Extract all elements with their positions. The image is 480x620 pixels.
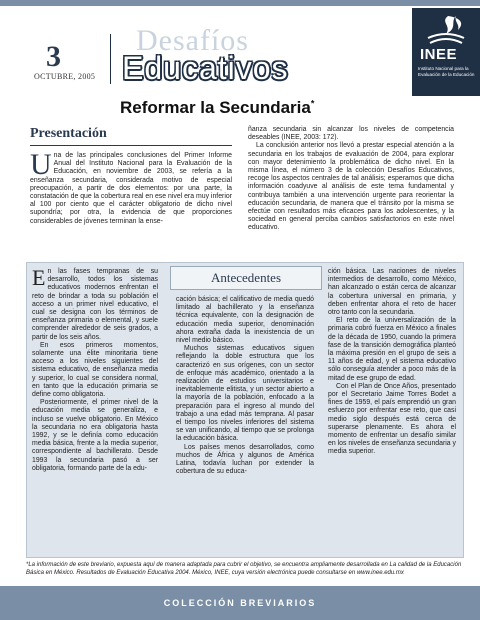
title-mark: * [310,98,315,109]
antecedentes-col1 [32,265,158,473]
issue-number: 3 [46,40,61,73]
antecedentes-col1-p3: Posteriormente, el primer nivel de la educación media se generaliza, e incluso se vuelve obligatorio. En México la secundaria no era obligatoria hasta 1992, y se le definía como educación media básica, frente a la media superior, correspondiente al bachillerato. Desde 1993 la secundaria pasó a ser obligatoria, formando parte de la edu- [32,399,158,472]
presentacion-heading: Presentación [30,126,107,141]
antecedentes-col1-p1: n las fases tempranas de su desarrollo, todos los sistemas educativos modernos enfrentan el reto de brindar a toda su población el acceso a un primer nivel educativo, el cual se designa con los términos de enseñanza primaria o elemental, y suele comprender alrededor de seis grados, a partir de los seis años. [32,268,158,341]
presentacion-col2 [248,126,454,233]
logo-subtitle: Instituto Nacional para la Evaluación de la Educación [418,66,475,77]
header-divider [110,34,111,84]
top-bar [0,0,480,6]
presentacion-col1 [30,148,232,226]
footer-bar [0,586,480,620]
antecedentes-col2-p2: Muchos sistemas educativos siguen reflejando la doble estructura que los caracterizó en sus orígenes, con un sector de enfoque más académico, orientado a la realización de estudios universitarios e inevitablemente elitista, y un sector abierto a la mayoría de la población, enfocado a la preparación para el ingreso al mundo del trabajo a una edad más temprana. Al pasar el tiempo los niveles inferiores del sistema se van unificando, al tiempo que se prolonga la educación básica. [176,345,314,443]
presentacion-p1: na de las principales conclusiones del Primer Informe Anual del Instituto Nacional para la Evaluación de la Educación, en noviembre de 2003, se refería a la enseñanza secundaria, considerada motivo de especial preocupación, a partir de dos elementos: por una parte, la constatación de que la cobertura real en ese nivel era muy inferior al 100 por ciento que el carácter obligatorio de dicho nivel supondría; por otra, la evidencia de que proporciones considerables de jóvenes terminan la ense- [30,152,232,225]
issue-date: OCTUBRE, 2005 [34,72,96,81]
antecedentes-col1-p2: En esos primeros momentos, solamente una élite minoritaria tiene acceso a los niveles siguientes del sistema educativo, de enseñanza media y superior, lo cual se considera normal, en tanto que la educación primaria se define como obligatoria. [32,341,158,399]
antecedentes-col2-p3: Los países menos desarrollados, como muchos de África y algunos de América Latina, todavía luchan por extender la cobertura de su educa- [176,443,314,476]
antecedentes-col3-p2: El reto de la universalización de la primaria cobró fuerza en México a finales de la década de 1950, cuando la primera fase de la transición demográfica planteó la máxima presión en el grupo de seis a 11 años de edad, y el sistema educativo sólo conseguía atender a poco más de la mitad de ese grupo de edad. [328,317,456,382]
presentacion-p2: ñanza secundaria sin alcanzar los niveles de competencia deseables (INEE, 2003: 172). [248,126,454,142]
logo-text: INEE [420,46,458,63]
antecedentes-col2-p1: cación básica; el calificativo de media quedó limitado al bachillerato y la enseñanza técnica equivalente, con la designación de educación media superior, denominación ahora extraña dada la inexistencia de un nivel medio básico. [176,296,314,345]
antecedentes-heading: Antecedentes [210,270,282,285]
antecedentes-col3-p1: ción básica. Las naciones de niveles intermedios de desarrollo, como México, han alcanzado o están cerca de alcanzar la cobertura universal en primaria, y deben enfrentar ahora el reto de hacer otro tanto con la secundaria. [328,268,456,317]
presentacion-dropcap: U [30,148,52,181]
title-text: Reformar la Secundaria [120,98,311,117]
antecedentes-col3-p3: Con el Plan de Once Años, presentado por el Secretario Jaime Torres Bodet a fines de 1959, el país emprendió un gran esfuerzo por enfrentar ese reto, que casi medio siglo después está cerca de superarse plenamente. Es ahora el momento de enfrentar un desafío similar en los niveles de enseñanza secundaria y media superior. [328,382,456,456]
footnote: *La información de este breviario, expuesta aquí de manera adaptada para cubrir el objetivo, se encuentra ampliamente desarrollada en La calidad de la Educación Básica en México. Resultados de Evaluación Educativa 2004. México, INEE, cuya versión electrónica puede consultarse en www.inee.edu.mx [26,562,462,576]
antecedentes-col3 [328,268,456,457]
antecedentes-col2 [176,296,314,476]
brand-line1: Desafíos [136,24,249,57]
antecedentes-heading-box [170,266,322,290]
brand-line2: Educativos [122,50,289,86]
presentacion-rule [30,145,232,146]
antecedentes-dropcap: E [32,265,46,290]
footer-label: COLECCIÓN BREVIARIOS [163,598,317,608]
inee-logo [412,8,480,96]
presentacion-p3: La conclusión anterior nos llevó a prestar especial atención a la secundaria en los trabajos de evaluación de 2004, para explorar con mayor detenimiento la problemática de dicho nivel. En la misma línea, el número 3 de la colección Desafíos Educativos, recoge los aspectos centrales de tal análisis; esperamos que dicha información coadyuve al análisis de este tema fundamental y contribuya también a una intervención urgente para reorientar la educación secundaria, de manera que el tránsito por la misma se efectúe con resultados más eficaces para los adolescentes, y la sociedad en general perciba cambios satisfactorios en este nivel educativo. [248,142,454,232]
flame-book-icon [418,14,474,46]
page-title [120,98,314,118]
